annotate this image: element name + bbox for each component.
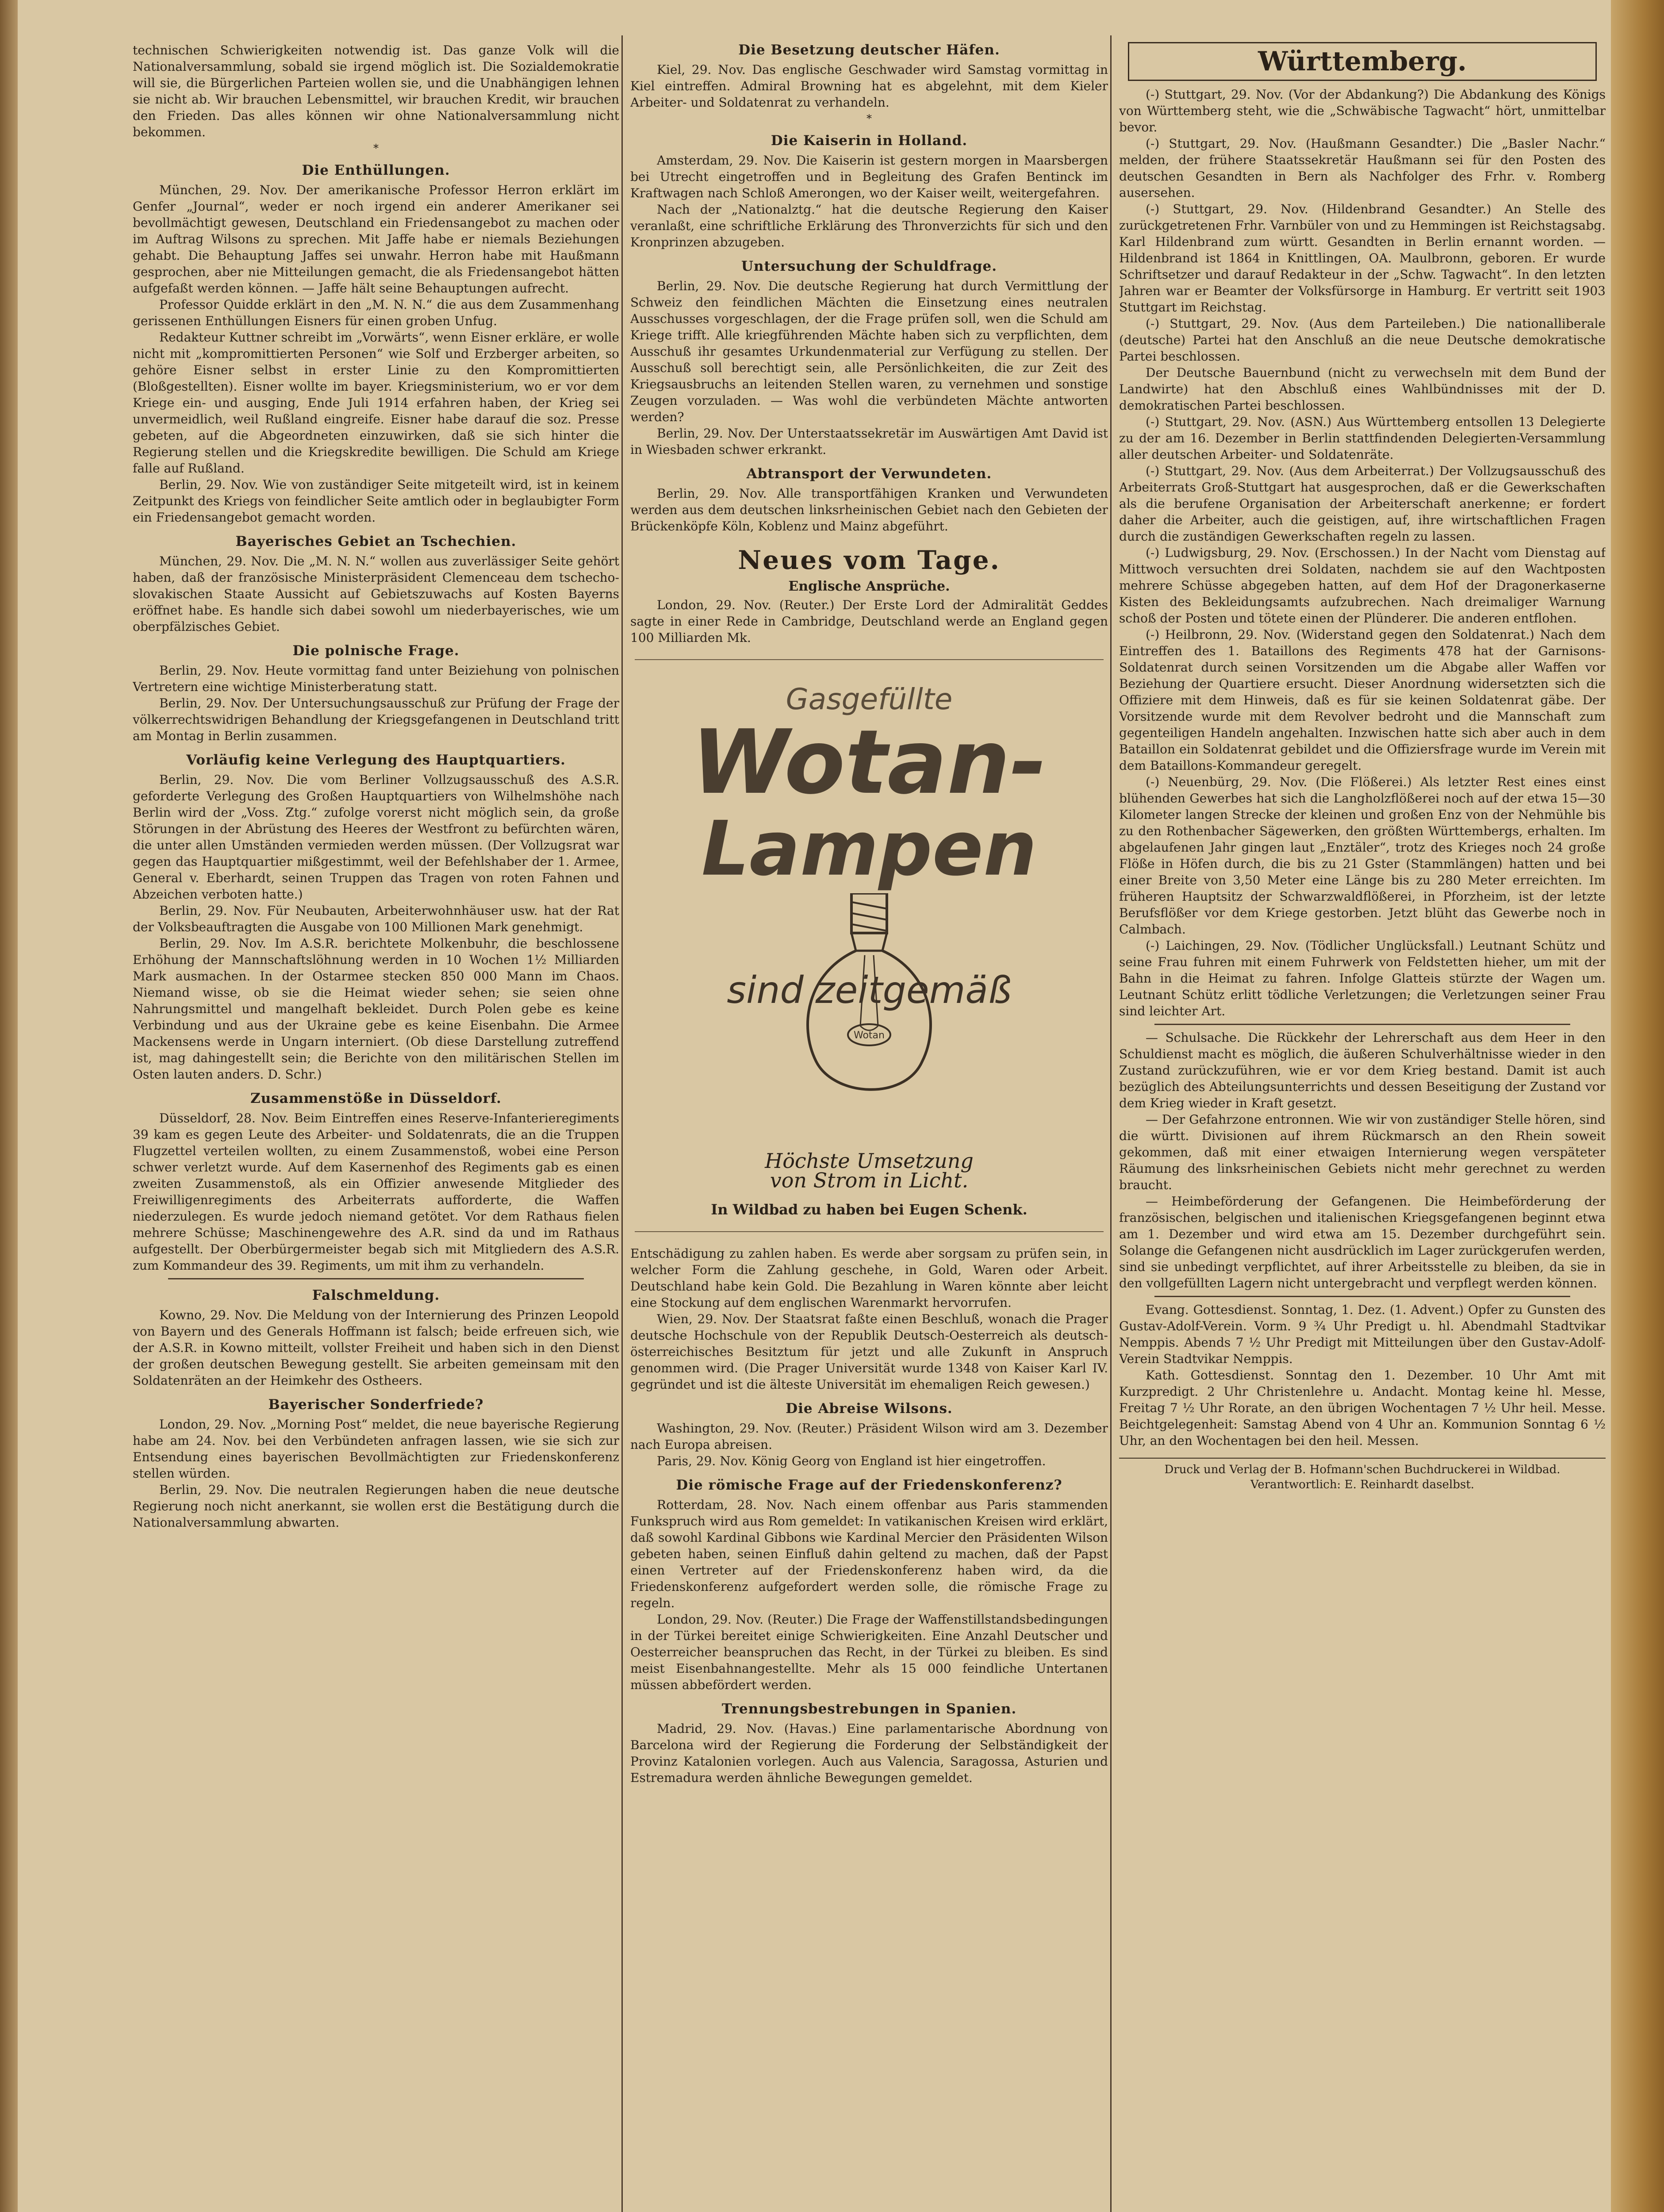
article-paragraph: London, 29. Nov. „Morning Post“ meldet, die neue bayerische Regierung habe am 24. Nov. bei den Verbündeten anfragen lassen, wie sie sich zur Entsendung eines bayerischen Bevollmächtigten zur Friedenskonferenz stellen würden. bbox=[133, 1417, 619, 1481]
ad-line-wotan: Wotan- bbox=[691, 711, 1047, 814]
article-paragraph: Rotterdam, 28. Nov. Nach einem offenbar aus Paris stammenden Funkspruch wird aus Rom gemeldet: In vatikanischen Kreisen wird erklärt, daß sowohl Kardinal Gibbons wie Kardinal Mercier den Präsidenten Wilson gebeten haben, seinen Einfluß dahin geltend zu machen, daß der Papst einen Vertreter auf der Friedenskonferenz haben wird, da die Friedenskonferenz aufgefordert werden solle, die römische Frage zu regeln. bbox=[630, 1498, 1108, 1610]
article-paragraph: (-) Stuttgart, 29. Nov. (Hildenbrand Gesandter.) An Stelle des zurückgetretenen Frhr. Varnbüler von und zu Hemmingen ist Reichstagsabg. Karl Hildenbrand zum württ. Gesandten in Berlin ernannt worden. — Hildenbrand ist 1864 in Knittlingen, OA. Maulbronn, geboren. Er wurde Schriftsetzer und darauf Redakteur in der „Schw. Tagwacht“. In den letzten Jahren war er Beamter der Volksfürsorge in Hamburg. Er vertritt seit 1903 Stuttgart im Reichstag. bbox=[1119, 202, 1606, 315]
section-title-neues: Neues vom Tage. bbox=[738, 545, 1001, 575]
section-rule bbox=[1154, 1296, 1570, 1297]
headline-roemische-frage: Die römische Frage auf der Friedenskonferenz? bbox=[676, 1477, 1062, 1493]
headline-verwundete: Abtransport der Verwundeten. bbox=[746, 466, 992, 482]
article-paragraph: Madrid, 29. Nov. (Havas.) Eine parlamentarische Abordnung von Barcelona wird der Regierung die Forderung der Selbständigkeit der Provinz Katalonien vorlegen. Auch aus Valencia, Saragossa, Asturien und Estremadura werden ähnliche Bewegungen gemeldet. bbox=[630, 1721, 1108, 1785]
ad-line-lampen: Lampen bbox=[701, 805, 1037, 893]
article-paragraph: Berlin, 29. Nov. Für Neubauten, Arbeiterwohnhäuser usw. hat der Rat der Volksbeauftragten die Ausgabe von 100 Millionen Mark genehmigt. bbox=[133, 903, 619, 934]
article-paragraph: (-) Stuttgart, 29. Nov. (Aus dem Arbeiterrat.) Der Vollzugsausschuß des Arbeiterrats Groß-Stuttgart hat ausgesprochen, daß er die Gewerkschaften als die berufene Organisation der Arbeiterschaft anerkenne; er fordert daher die Arbeiter, auch die geistigen, auf, ihre wirtschaftlichen Fragen durch die zuständigen Gewerkschaften regeln zu lassen. bbox=[1119, 464, 1606, 544]
article-paragraph: — Der Gefahrzone entronnen. Wie wir von zuständiger Stelle hören, sind die württ. Divisionen auf ihrem Rückmarsch an den Rhein soweit gekommen, daß mit einer etwaigen Internierung wegen verspäteter Räumung des linksrheinischen Gebiets nicht mehr gerechnet zu werden braucht. bbox=[1119, 1112, 1606, 1192]
section-rule bbox=[168, 1278, 584, 1279]
article-paragraph: Wien, 29. Nov. Der Staatsrat faßte einen Beschluß, wonach die Prager deutsche Hochschule von der Republik Deutsch-Oesterreich als deutsch-österreichisches Besitztum für jetzt und alle Zukunft in Anspruch genommen wird. (Die Prager Universität wurde 1348 von Kaiser Karl IV. gegründet und ist die älteste Universität im ehemaligen Reich gewesen.) bbox=[630, 1312, 1108, 1392]
advertisement-wotan bbox=[635, 659, 1104, 1232]
page-edge bbox=[1611, 0, 1664, 2212]
ad-bulb-label: Wotan bbox=[854, 1030, 885, 1041]
article-paragraph: München, 29. Nov. Die „M. N. N.“ wollen aus zuverlässiger Seite gehört haben, daß der französische Ministerpräsident Clemenceau dem tschecho-slovakischen Staate Aussicht auf Gebietszuwachs auf Kosten Bayerns eröffnet habe. Es handle sich dabei sowohl um niederbayerisches, wie um oberpfälzisches Gebiet. bbox=[133, 554, 619, 634]
article-paragraph: Professor Quidde erklärt in den „M. N. N.“ die aus dem Zusammenhang gerissenen Enthüllungen Eisners für einen groben Unfug. bbox=[133, 297, 619, 328]
article-paragraph: — Heimbeförderung der Gefangenen. Die Heimbeförderung der französischen, belgischen und italienischen Kriegsgefangenen beginnt etwa am 1. Dezember und wird etwa am 15. Dezember durchgeführt sein. Solange die Gefangenen nicht ausdrücklich im Lager zurückgerufen werden, sind sie unbedingt verpflichtet, auf ihrer Arbeitsstelle zu bleiben, da sie in den vollgefüllten Lagern nicht untergebracht und verpflegt werden können. bbox=[1119, 1194, 1606, 1290]
article-paragraph: Kiel, 29. Nov. Das englische Geschwader wird Samstag vormittag in Kiel eintreffen. Admiral Browning hat es abgelehnt, mit dem Kieler Arbeiter- und Soldatenrat zu verhandeln. bbox=[630, 62, 1108, 110]
article-paragraph: (-) Stuttgart, 29. Nov. (Vor der Abdankung?) Die Abdankung des Königs von Württemberg steht, wie die „Schwäbische Tagwacht“ hört, unmittelbar bevor. bbox=[1119, 87, 1606, 134]
column-3 bbox=[1119, 42, 1606, 2212]
column-1 bbox=[133, 42, 619, 2212]
article-paragraph: Redakteur Kuttner schreibt im „Vorwärts“, wenn Eisner erkläre, er wolle nicht mit „kompromittierten Personen“ wie Solf und Erzberger arbeiten, so gehöre Eisner selbst in erster Linie zu den Kompromittierten (Bloßgestellten). Eisner wollte im bayer. Kriegsministerium, wo er vor dem Kriege ein- und ausging, Ende Juli 1914 erfahren haben, der Krieg sei unvermeidlich, weil Rußland eingreife. Eisner habe darauf die soz. Presse gebeten, auf die Abgeordneten einzuwirken, daß sie sich hinter die Regierung stellen und die Kriegskredite bewilligen. Die Schuld am Kriege falle auf Rußland. bbox=[133, 330, 619, 476]
article-paragraph: (-) Heilbronn, 29. Nov. (Widerstand gegen den Soldatenrat.) Nach dem Eintreffen des 1. Bataillons des Regiments 478 hat der Garnisons-Soldatenrat durch seinen Vorsitzenden um die Abgabe aller Waffen vor Beziehung der Quartiere ersucht. Dieser Anordnung widersetzten sich die Offiziere mit dem Hinweis, daß es für sie keinen Soldatenrat gäbe. Der Vorsitzende wurde mit dem Revolver bedroht und die Mannschaft zum gegenteiligen Handeln angehalten. Inzwischen hatte sich aber auch in dem Bataillon ein Soldatenrat gebildet und die Offiziersfrage wurde im Verein mit dem Bataillons-Kommandeur geregelt. bbox=[1119, 627, 1606, 773]
article-paragraph: Berlin, 29. Nov. Die neutralen Regierungen haben die neue deutsche Regierung noch nicht anerkannt, sie wollen erst die Bestätigung durch die Nationalversammlung abwarten. bbox=[133, 1482, 619, 1530]
article-paragraph: Berlin, 29. Nov. Die vom Berliner Vollzugsausschuß des A.S.R. geforderte Verlegung des Großen Hauptquartiers von Wilhelmshöhe nach Berlin wird der „Voss. Ztg.“ zufolge vorerst nicht möglich sein, da große Störungen in der Abrüstung des Heeres der Westfront zu befürchten wären, die unter allen Umständen vermieden werden müssen. (Der Vollzugsrat war gegen das Hauptquartier mißgestimmt, weil der Befehlshaber der 1. Armee, General v. Eberhardt, seinen Truppen das Tragen von roten Fahnen und Abzeichen verboten hatte.) bbox=[133, 772, 619, 902]
article-paragraph: (-) Ludwigsburg, 29. Nov. (Erschossen.) In der Nacht vom Dienstag auf Mittwoch versuchten drei Soldaten, nachdem sie auf den Wachtposten mehrere Schüsse abgegeben hatten, auf dem Hof der Dragonerkaserne Kisten des Bekleidungsamts aufzubrechen. Nach dreimaliger Warnung schoß der Posten und tötete einen der Plünderer. Die anderen entflohen. bbox=[1119, 545, 1606, 626]
article-paragraph: Berlin, 29. Nov. Alle transportfähigen Kranken und Verwundeten werden aus dem deutschen linksrheinischen Gebiet nach den Gebieten der Brückenköpfe Köln, Koblenz und Mainz abgeführt. bbox=[630, 486, 1108, 534]
article-paragraph: Der Deutsche Bauernbund (nicht zu verwechseln mit dem Bund der Landwirte) hat den Abschluß eines Wahlbündnisses mit der D. demokratischen Partei beschlossen. bbox=[1119, 365, 1606, 413]
article-paragraph: London, 29. Nov. (Reuter.) Der Erste Lord der Admiralität Geddes sagte in einer Rede in Cambridge, Deutschland werde an England gegen 100 Milliarden Mk. bbox=[630, 598, 1108, 645]
article-paragraph: — Schulsache. Die Rückkehr der Lehrerschaft aus dem Heer in den Schuldienst macht es möglich, die äußeren Schulverhältnisse wieder in den Zustand zurückzuführen, wie er vor dem Krieg bestand. Damit ist auch bezüglich des Abteilungsunterrichts und dessen Beseitigung der Zustand vor dem Krieg wieder in Kraft gesetzt. bbox=[1119, 1030, 1606, 1110]
article-paragraph: Kowno, 29. Nov. Die Meldung von der Internierung des Prinzen Leopold von Bayern und des Generals Hoffmann ist falsch; beide erfreuen sich, wie der A.S.R. in Kowno mitteilt, vollster Freiheit und haben sich in den Dienst der großen deutschen Bewegung gestellt. Sie arbeiten gemeinsam mit den Soldatenräten an der Heimkehr des Ostheers. bbox=[133, 1308, 619, 1388]
imprint-footer: Druck und Verlag der B. Hofmann'schen Buchdruckerei in Wildbad. Verantwortlich: E. Reinhardt daselbst. bbox=[1119, 1458, 1606, 1492]
article-paragraph: (-) Stuttgart, 29. Nov. (Aus dem Parteileben.) Die nationalliberale (deutsche) Partei hat den Anschluß an die neue Deutsche demokratische Partei beschlossen. bbox=[1119, 316, 1606, 364]
headline-polnische-frage: Die polnische Frage. bbox=[292, 643, 460, 659]
headline-wilson: Die Abreise Wilsons. bbox=[786, 1401, 953, 1417]
article-paragraph: Amsterdam, 29. Nov. Die Kaiserin ist gestern morgen in Maarsbergen bei Utrecht eingetroffen und in Begleitung des Grafen Bentinck im Kraftwagen nach Schloß Amerongen, wo der Kaiser weilt, weitergefahren. bbox=[630, 153, 1108, 200]
article-paragraph: München, 29. Nov. Der amerikanische Professor Herron erklärt im Genfer „Journal“, weder er noch irgend ein anderer Amerikaner sei bevollmächtigt gewesen, Deutschland ein Friedensangebot zu machen oder im Auftrag Wilsons zu sprechen. Mit Jaffe habe er niemals Beziehungen gehabt. Die Behauptung Jaffes sei unwahr. Herron habe mit Haußmann gesprochen, aber nie Mitteilungen gemacht, die als Friedensangebot hätten aufgefaßt werden können. — Jaffe hält seine Behauptungen aufrecht. bbox=[133, 183, 619, 296]
column-rule-1 bbox=[621, 35, 623, 2212]
article-paragraph: Entschädigung zu zahlen haben. Es werde aber sorgsam zu prüfen sein, in welcher Form die Zahlung geschehe, in Gold, Waren oder Arbeit. Deutschland habe kein Gold. Die Bezahlung in Waren könnte aber leicht eine Stockung auf dem englischen Warenmarkt hervorrufen. bbox=[630, 1246, 1108, 1310]
article-paragraph: Berlin, 29. Nov. Die deutsche Regierung hat durch Vermittlung der Schweiz den feindlichen Mächten die Einsetzung eines neutralen Ausschusses vorgeschlagen, der die Frage prüfen soll, wen die Schuld am Kriege trifft. Alle kriegführenden Mächte haben sich zu verpflichten, dem Ausschuß ihr gesamtes Urkundenmaterial zur Verfügung zu stellen. Der Ausschuß soll berechtigt sein, alle Persönlichkeiten, die zur Zeit des Kriegsausbruchs an leitenden Stellen waren, zu vernehmen und sonstige Zeugen vorzuladen. — Was wohl die verbündeten Mächte antworten werden? bbox=[630, 279, 1108, 424]
column-2 bbox=[630, 42, 1108, 2212]
article-paragraph: (-) Laichingen, 29. Nov. (Tödlicher Unglücksfall.) Leutnant Schütz und seine Frau fuhren mit einem Fuhrwerk von Feldstetten hieher, um mit der Bahn in die Heimat zu fahren. Infolge Glatteis stürzte der Wagen um. Leutnant Schütz erlitt tödliche Verletzungen; die Verletzungen seiner Frau sind leichter Art. bbox=[1119, 938, 1606, 1018]
headline-spanien: Trennungsbestrebungen in Spanien. bbox=[721, 1701, 1017, 1717]
headline-bayerisches-gebiet: Bayerisches Gebiet an Tschechien. bbox=[235, 534, 517, 549]
binding-spine bbox=[0, 0, 18, 2212]
subheadline-ansprueche: Englische Ansprüche. bbox=[788, 579, 950, 594]
headline-enthuellungen: Die Enthüllungen. bbox=[302, 162, 450, 178]
article-paragraph: (-) Stuttgart, 29. Nov. (Haußmann Gesandter.) Die „Basler Nachr.“ melden, der frühere Staatssekretär Haußmann sei für den Posten des deutschen Gesandten in Bern als Nachfolger des Frhr. v. Romberg ausersehen. bbox=[1119, 136, 1606, 200]
headline-schuldfrage: Untersuchung der Schuldfrage. bbox=[741, 258, 997, 274]
article-paragraph: Berlin, 29. Nov. Der Untersuchungsausschuß zur Prüfung der Frage der völkerrechtswidrigen Behandlung der Kriegsgefangenen in Deutschland tritt am Montag in Berlin zusammen. bbox=[133, 696, 619, 743]
article-paragraph: Berlin, 29. Nov. Im A.S.R. berichtete Molkenbuhr, die beschlossene Erhöhung der Mannschaftslöhnung werden in 10 Wochen 1½ Milliarden Mark ausmachen. In der Ostarmee stecken 850 000 Mann im Chaos. Niemand wisse, ob sie die Heimat wieder sehen; sie seien ohne Nahrungsmittel und mangelhaft bekleidet. Durch Polen gebe es keine Verbindung und aus der Ukraine gebe es keine Eisenbahn. Die Armee Mackensens werde in Ungarn interniert. (Ob diese Darstellung zutreffend ist, mag dahingestellt sein; die Berichte von den militärischen Stellen im Osten lauten anders. D. Schr.) bbox=[133, 936, 619, 1082]
section-rule bbox=[1154, 1024, 1570, 1025]
ad-line-gasgefuellte: Gasgefüllte bbox=[786, 682, 953, 716]
article-paragraph: (-) Neuenbürg, 29. Nov. (Die Flößerei.) Als letzter Rest eines einst blühenden Gewerbes hat sich die Langholzflößerei noch auf der etwa 15—30 Kilometer langen Strecke der kleinen und großen Enz von der Nehmühle bis zu den Rothenbacher Sägewerken, den größten Württembergs, erhalten. Im abgelaufenen Jahr gingen laut „Enztäler“, trotz des Krieges noch 24 große Flöße in Höfen durch, die bis zu 21 Gster (Stammlängen) hatten und bei einer Breite von 3,50 Meter eine Länge bis zu 280 Meter erreichten. Im früheren Hauptsitz der Schwarzwaldflößerei, in Pforzheim, ist der letzte Berufsflößer vor dem Kriege gestorben. Jetzt blüht das Gewerbe noch in Calmbach. bbox=[1119, 775, 1606, 937]
headline-sonderfriede: Bayerischer Sonderfriede? bbox=[268, 1397, 484, 1413]
ad-line-umsetzung: Höchste Umsetzung bbox=[765, 1149, 974, 1173]
article-paragraph: Berlin, 29. Nov. Der Unterstaatssekretär im Auswärtigen Amt David ist in Wiesbaden schwer erkrankt. bbox=[630, 426, 1108, 457]
church-notice-evangelical: Evang. Gottesdienst. Sonntag, 1. Dez. (1. Advent.) Opfer zu Gunsten des Gustav-Adolf-Verein. Vorm. 9 ¾ Uhr Predigt u. hl. Abendmahl Stadtvikar Nemppis. Abends 7 ½ Uhr Predigt mit Mitteilungen über den Gustav-Adolf-Verein Stadtvikar Nemppis. bbox=[1119, 1302, 1606, 1366]
headline-kaiserin: Die Kaiserin in Holland. bbox=[771, 133, 968, 149]
column-rule-2 bbox=[1110, 35, 1112, 2212]
headline-haefen: Die Besetzung deutscher Häfen. bbox=[738, 42, 1000, 58]
ad-line-shop: In Wildbad zu haben bei Eugen Schenk. bbox=[711, 1201, 1028, 1218]
section-title-wuerttemberg: Württemberg. bbox=[1128, 42, 1597, 81]
article-paragraph: Berlin, 29. Nov. Heute vormittag fand unter Beiziehung von polnischen Vertretern eine wichtige Ministerberatung statt. bbox=[133, 663, 619, 694]
intro-paragraph: technischen Schwierigkeiten notwendig ist. Das ganze Volk will die Nationalversammlung, sobald sie irgend möglich ist. Die Sozialdemokratie will sie, die Bürgerlichen Parteien wollen sie, und die Unabhängigen lehnen sie nicht ab. Wir brauchen Lebensmittel, wir brauchen Kredit, wir brauchen den Frieden. Das alles können wir ohne Nationalversammlung nicht bekommen. bbox=[133, 43, 619, 139]
article-paragraph: Berlin, 29. Nov. Wie von zuständiger Seite mitgeteilt wird, ist in keinem Zeitpunkt des Kriegs von feindlicher Seite amtlich oder in beglaubigter Form ein Friedensangebot gemacht worden. bbox=[133, 477, 619, 525]
article-paragraph: Düsseldorf, 28. Nov. Beim Eintreffen eines Reserve-Infanterieregiments 39 kam es gegen Leute des Arbeiter- und Soldatenrats, die an die Truppen Flugzettel verteilen wollten, zu einem Zusammenstoß, wobei eine Person schwer verletzt wurde. Auf dem Kasernenhof des Regiments gab es einen zweiten Zusammenstoß, als ein Offizier anwesende Mitglieder des Freiwilligenregiments des Arbeiterrats aufforderte, die Waffen niederzulegen. Es wurde jedoch niemand getötet. Vor dem Rathaus fielen mehrere Schüsse; Maschinengewehre des A.R. sind da und im Rathaus aufgestellt. Der Oberbürgermeister begab sich mit Mitgliedern des A.S.R. zum Kommandeur des 39. Regiments, um mit ihm zu verhandeln. bbox=[133, 1111, 619, 1273]
ad-line-strom: von Strom in Licht. bbox=[770, 1168, 969, 1192]
article-paragraph: Paris, 29. Nov. König Georg von England ist hier eingetroffen. bbox=[657, 1454, 1046, 1468]
article-paragraph: (-) Stuttgart, 29. Nov. (ASN.) Aus Württemberg entsollen 13 Delegierte zu der am 16. Dezember in Berlin stattfindenden Delegierten-Versammlung aller deutschen Arbeiter- und Soldatenräte. bbox=[1119, 415, 1606, 462]
separator-star: * bbox=[373, 142, 379, 154]
ad-line-zeitgemaess: sind zeitgemäß bbox=[727, 968, 1012, 1012]
headline-falschmeldung: Falschmeldung. bbox=[312, 1287, 440, 1303]
article-paragraph: Washington, 29. Nov. (Reuter.) Präsident Wilson wird am 3. Dezember nach Europa abreisen. bbox=[630, 1421, 1108, 1452]
headline-hauptquartier: Vorläufig keine Verlegung des Hauptquartiers. bbox=[186, 752, 566, 768]
separator-star: * bbox=[867, 112, 872, 125]
church-notice-catholic: Kath. Gottesdienst. Sonntag den 1. Dezember. 10 Uhr Amt mit Kurzpredigt. 2 Uhr Christenlehre u. Andacht. Montag keine hl. Messe, Freitag 7 ½ Uhr Rorate, an den übrigen Wochentagen 7 ½ Uhr heil. Messe. Beichtgelegenheit: Samstag Abend von 4 Uhr an. Kommunion Sonntag 6 ½ Uhr, an den Wochentagen bei den heil. Messen. bbox=[1119, 1368, 1606, 1448]
article-paragraph: Nach der „Nationalztg.“ hat die deutsche Regierung den Kaiser veranlaßt, eine schriftliche Erklärung des Thronverzichts für sich und den Kronprinzen abzugeben. bbox=[630, 202, 1108, 250]
headline-duesseldorf: Zusammenstöße in Düsseldorf. bbox=[250, 1091, 502, 1106]
article-paragraph: London, 29. Nov. (Reuter.) Die Frage der Waffenstillstandsbedingungen in der Türkei bereitet einige Schwierigkeiten. Eine Anzahl Deutscher und Oesterreicher beanspruchen das Recht, in der Türkei zu bleiben. Es sind meist Eisenbahnangestellte. Mehr als 15 000 feindliche Untertanen müssen abbefördert werden. bbox=[630, 1612, 1108, 1692]
